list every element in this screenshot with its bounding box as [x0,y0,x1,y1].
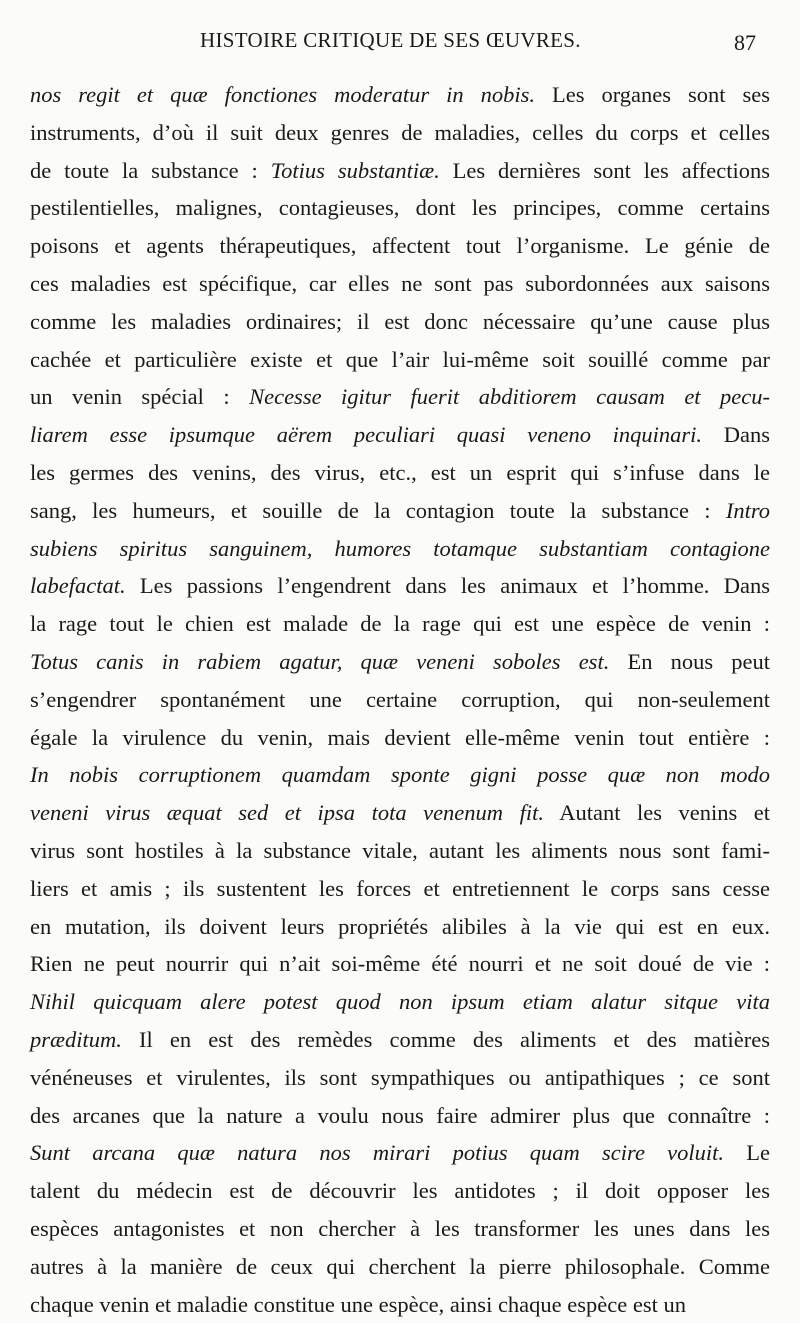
text-line [30,416,770,454]
text-line [30,265,770,303]
text-run: sang, les humeurs, et souille de la contagion toute la substance : [30,498,726,523]
text-line [30,794,770,832]
text-line [30,1172,770,1210]
running-title: HISTOIRE CRITIQUE DE SES ŒUVRES. [200,28,581,53]
text-run: Les passions l’engendrent dans les animaux et l’homme. Dans [126,573,770,598]
latin-quote: Totius substantiæ. [271,158,440,183]
text-line [30,530,770,568]
text-run: autres à la manière de ceux qui cherchent la pierre philosophale. Comme [30,1254,770,1279]
text-line [30,454,770,492]
text-run: talent du médecin est de découvrir les antidotes ; il doit opposer les [30,1178,770,1203]
text-run: vénéneuses et virulentes, ils sont sympathiques ou antipathiques ; ce sont [30,1065,770,1090]
text-run: la rage tout le chien est malade de la rage qui est une espèce de venin : [30,611,770,636]
text-line [30,1248,770,1286]
text-run: Les organes sont ses [535,82,770,107]
text-run: s’engendrer spontanément une certaine corruption, qui non-seulement [30,687,770,712]
text-run: Dans [702,422,770,447]
text-line [30,643,770,681]
text-line [30,303,770,341]
text-line [30,1021,770,1059]
text-line [30,983,770,1021]
latin-quote: In nobis corruptionem quamdam sponte gigni posse quæ non modo [30,762,770,787]
text-run: égale la virulence du venin, mais devient elle-même venin tout entière : [30,725,770,750]
text-run: ces maladies est spécifique, car elles ne sont pas subordonnées aux saisons [30,271,770,296]
text-line [30,1286,770,1323]
text-run: En nous peut [609,649,770,674]
text-run: Il en est des remèdes comme des aliments et des matières [122,1027,770,1052]
text-run: instruments, d’où il suit deux genres de maladies, celles du corps et celles [30,120,770,145]
text-run: des arcanes que la nature a voulu nous faire admirer plus que connaître : [30,1103,770,1128]
latin-quote: labefactat. [30,573,126,598]
text-run: en mutation, ils doivent leurs propriétés alibiles à la vie qui est en eux. [30,914,770,939]
text-line [30,605,770,643]
text-line [30,1059,770,1097]
text-line [30,1134,770,1172]
text-run: les germes des venins, des virus, etc., est un esprit qui s’infuse dans le [30,460,770,485]
latin-quote: liarem esse ipsumque aërem peculiari quasi veneno inquinari. [30,422,702,447]
text-line [30,378,770,416]
latin-quote: Totus canis in rabiem agatur, quæ veneni soboles est. [30,649,609,674]
latin-quote: Intro [726,498,770,523]
text-run: cachée et particulière existe et que l’air lui-même soit souillé comme par [30,347,770,372]
text-run: Les dernières sont les affections [440,158,770,183]
text-run: un venin spécial : [30,384,249,409]
text-run: Autant les venins et [544,800,770,825]
text-run: poisons et agents thérapeutiques, affectent tout l’organisme. Le génie de [30,233,770,258]
latin-quote: veneni virus æquat sed et ipsa tota venenum fit. [30,800,544,825]
text-line [30,908,770,946]
text-line [30,1097,770,1135]
page-number: 87 [734,30,756,56]
text-run: Le [724,1140,770,1165]
page-header [0,28,800,62]
text-line [30,832,770,870]
text-line [30,945,770,983]
text-line [30,681,770,719]
text-run: comme les maladies ordinaires; il est donc nécessaire qu’une cause plus [30,309,770,334]
text-line [30,492,770,530]
body-text [30,76,770,1323]
text-line [30,76,770,114]
text-run: Rien ne peut nourrir qui n’ait soi-même été nourri et ne soit doué de vie : [30,951,770,976]
text-run: virus sont hostiles à la substance vitale, autant les aliments nous sont fami- [30,838,770,863]
text-run: de toute la substance : [30,158,271,183]
latin-quote: Necesse igitur fuerit abditiorem causam et pecu- [249,384,770,409]
text-line [30,719,770,757]
latin-quote: præditum. [30,1027,122,1052]
text-line [30,341,770,379]
text-line [30,189,770,227]
text-line [30,870,770,908]
text-line [30,227,770,265]
text-line [30,567,770,605]
text-line [30,152,770,190]
text-run: liers et amis ; ils sustentent les forces et entretiennent le corps sans cesse [30,876,770,901]
text-line [30,1210,770,1248]
text-line [30,114,770,152]
latin-quote: subiens spiritus sanguinem, humores totamque substantiam contagione [30,536,770,561]
text-run: chaque venin et maladie constitue une espèce, ainsi chaque espèce est un [30,1292,686,1317]
text-run: espèces antagonistes et non chercher à les transformer les unes dans les [30,1216,770,1241]
latin-quote: Nihil quicquam alere potest quod non ipsum etiam alatur sitque vita [30,989,770,1014]
latin-quote: Sunt arcana quæ natura nos mirari potius quam scire voluit. [30,1140,724,1165]
latin-quote: nos regit et quæ fonctiones moderatur in nobis. [30,82,535,107]
text-run: pestilentielles, malignes, contagieuses, dont les principes, comme certains [30,195,770,220]
text-line [30,756,770,794]
